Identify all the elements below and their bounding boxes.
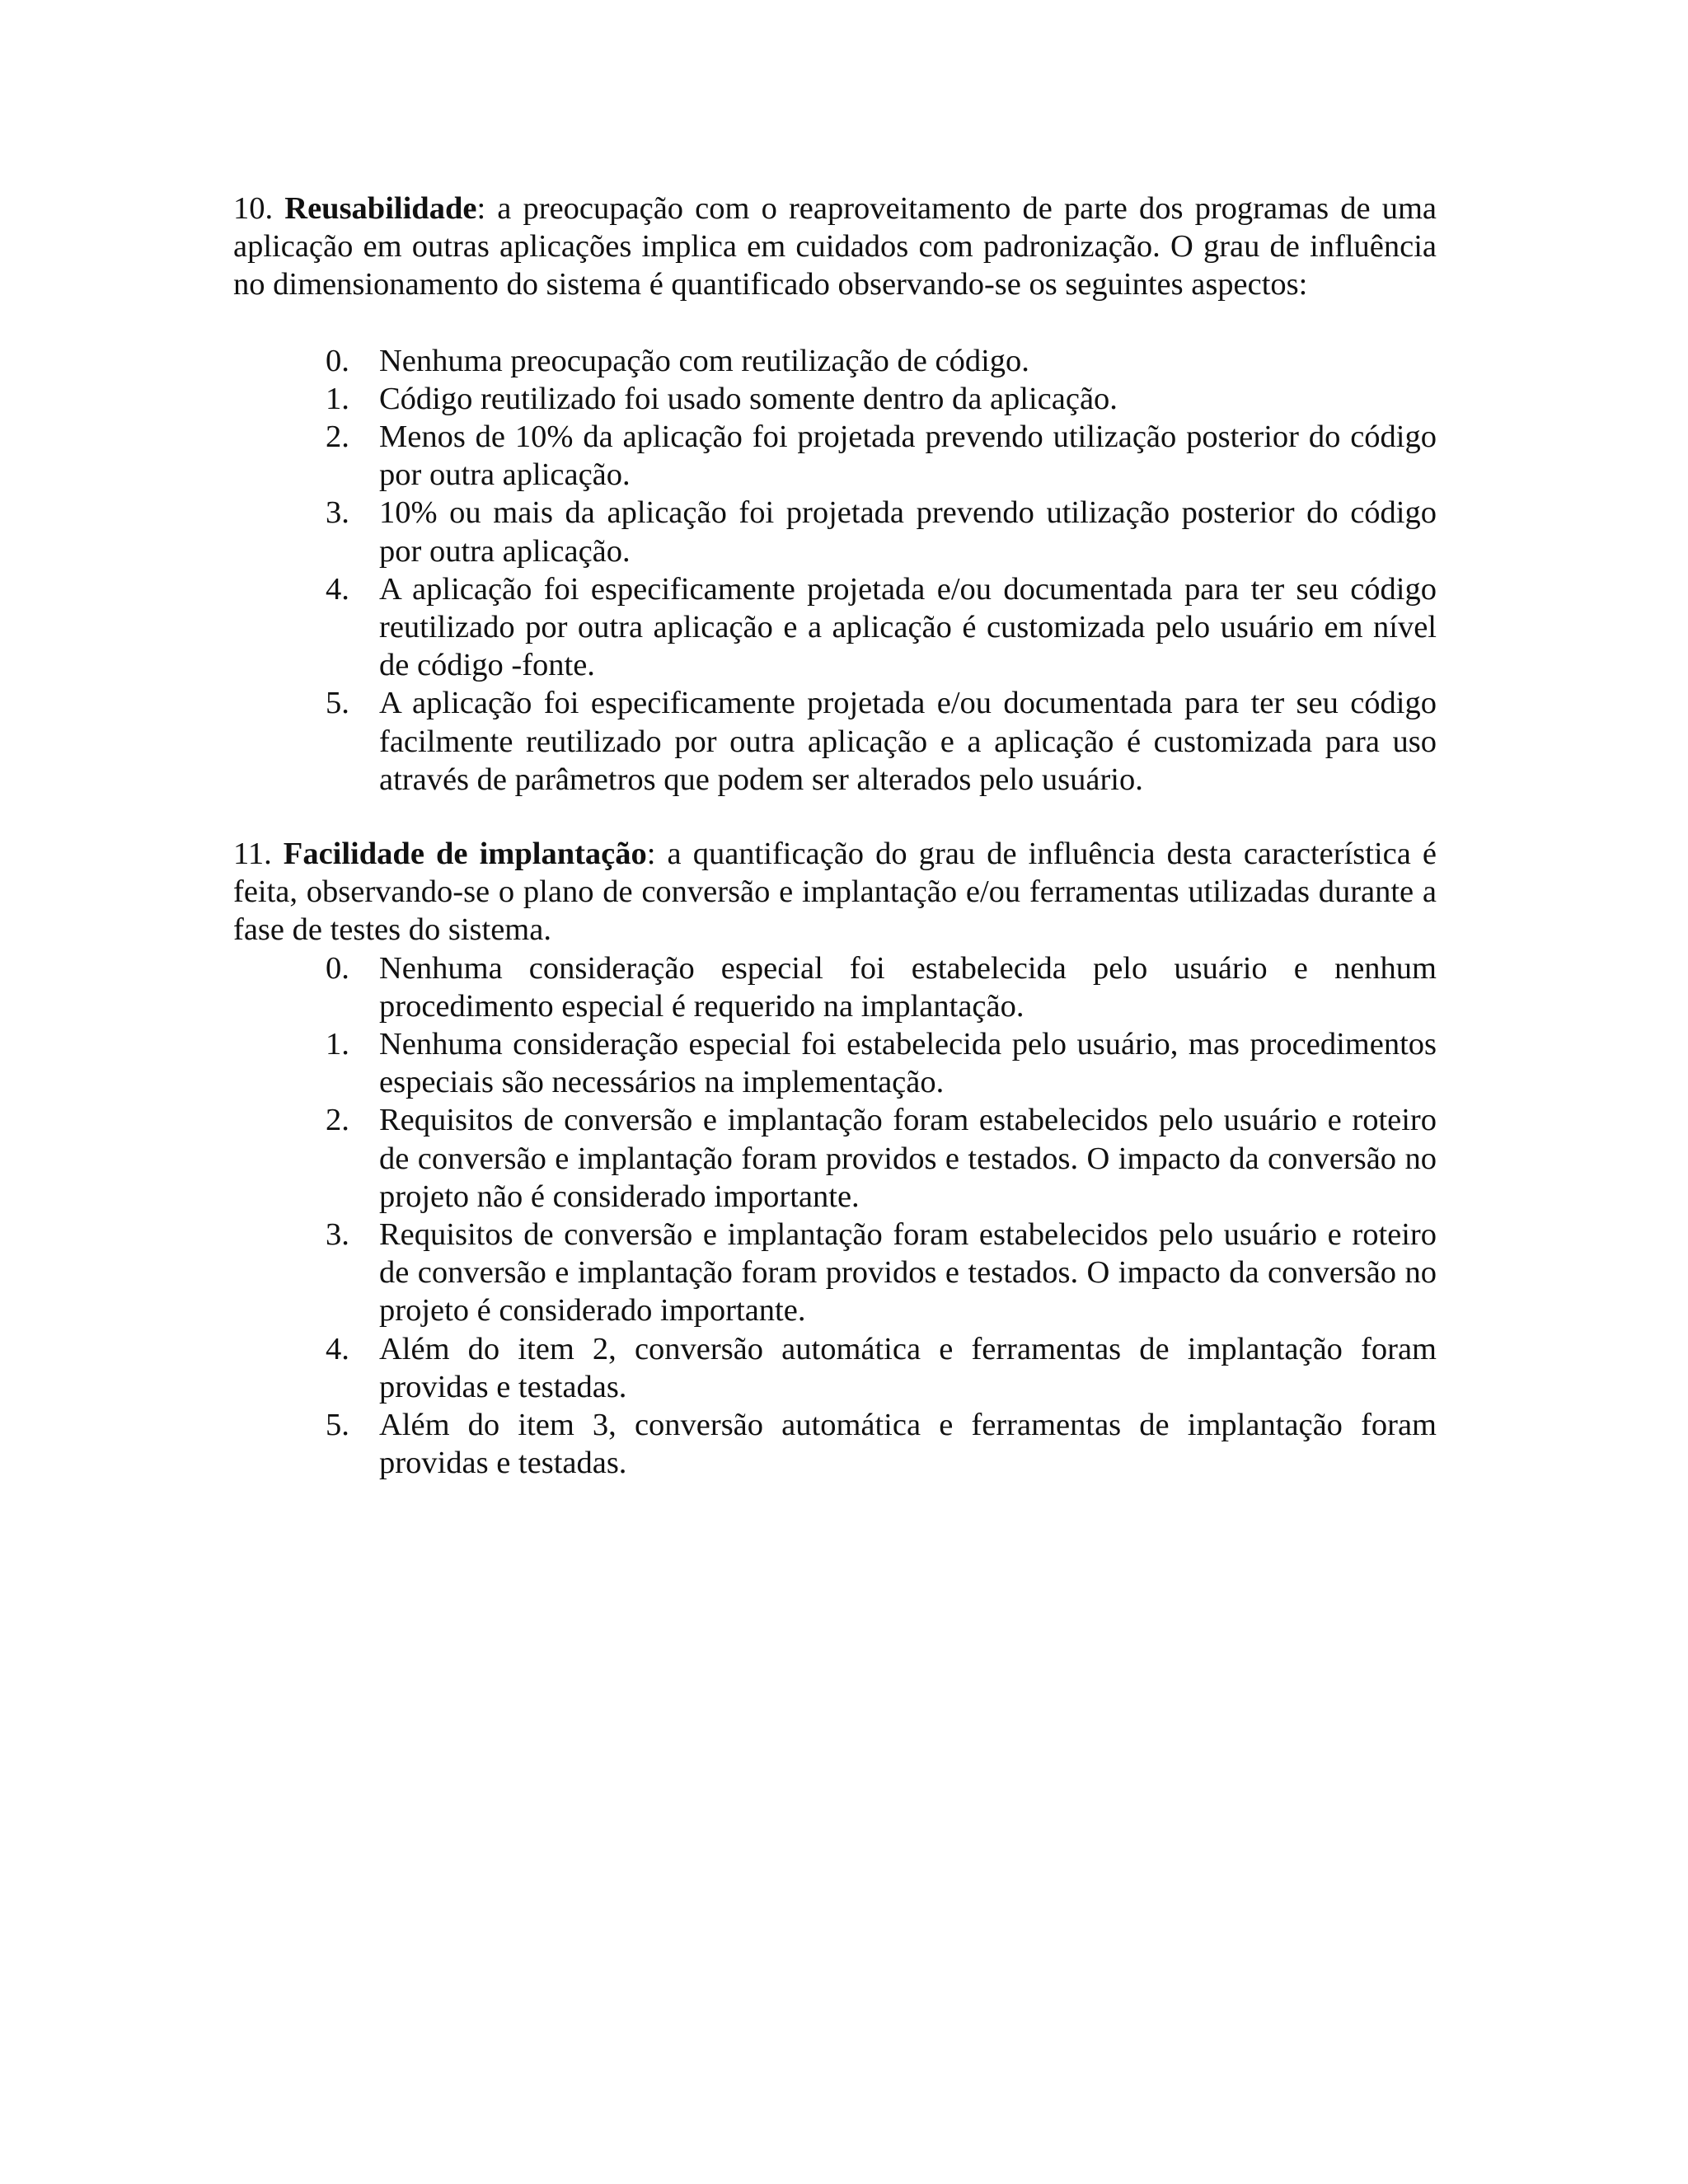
section-11-title: Facilidade de implantação (283, 837, 647, 872)
list-item-number: 3. (326, 495, 349, 531)
list-item (233, 570, 1437, 685)
list-item-text: Além do item 3, conversão automática e ferramentas de implantação foram providas e testadas. (379, 1408, 1437, 1481)
section-10-list (233, 342, 1437, 799)
list-item-text: Nenhuma preocupação com reutilização de código. (379, 343, 1029, 378)
section-11-number: 11. (233, 837, 272, 872)
list-item-text: Menos de 10% da aplicação foi projetada prevendo utilização posterior do código por outra aplicação. (379, 419, 1437, 493)
list-item-number: 5. (326, 1408, 349, 1443)
list-item-number: 0. (326, 343, 349, 378)
spacer (233, 799, 1437, 835)
list-item-number: 4. (326, 571, 349, 607)
list-item-text: Nenhuma consideração especial foi estabelecida pelo usuário e nenhum procedimento especial é requerido na implantação. (379, 950, 1437, 1024)
list-item (233, 1330, 1437, 1406)
list-item-text: Código reutilizado foi usado somente dentro da aplicação. (379, 381, 1118, 416)
list-item (233, 1216, 1437, 1330)
list-item (233, 1406, 1437, 1482)
list-item-text: 10% ou mais da aplicação foi projetada prevendo utilização posterior do código por outra aplicação. (379, 495, 1437, 569)
list-item-number: 4. (326, 1331, 349, 1366)
section-11-list (233, 949, 1437, 1483)
list-item-text: A aplicação foi especificamente projetada e/ou documentada para ter seu código reutilizado por outra aplicação e a aplicação é customizada pelo usuário em nível de código -fonte. (379, 571, 1437, 683)
section-11-intro (233, 835, 1437, 949)
section-11-text: : a quantificação do grau de influência desta característica é feita, observando-se o plano de conversão e implantação e/ou ferramentas utilizadas durante a fase de testes do sistema. (233, 837, 1437, 948)
list-item-text: Requisitos de conversão e implantação foram estabelecidos pelo usuário e roteiro de conversão e implantação foram providos e testados. O impacto da conversão no projeto não é considerado importante. (379, 1103, 1437, 1214)
list-item-text: Requisitos de conversão e implantação foram estabelecidos pelo usuário e roteiro de conversão e implantação foram providos e testados. O impacto da conversão no projeto é considerado importante. (379, 1217, 1437, 1329)
list-item-number: 0. (326, 950, 349, 986)
section-10-intro (233, 190, 1437, 304)
section-10-text: : a preocupação com o reaproveitamento de parte dos programas de uma aplicação em outras aplicações implica em cuidados com padronização. O grau de influência no dimensionamento do sistema é quantificado observando-se os seguintes aspectos: (233, 191, 1437, 302)
list-item-number: 5. (326, 686, 349, 721)
list-item (233, 684, 1437, 799)
section-10-number: 10. (233, 191, 274, 226)
section-10-title: Reusabilidade (284, 191, 477, 226)
list-item (233, 949, 1437, 1025)
list-item-text: A aplicação foi especificamente projetada e/ou documentada para ter seu código facilmente reutilizado por outra aplicação e a aplicação é customizada para uso através de parâmetros que podem ser alterados pelo usuário. (379, 686, 1437, 797)
list-item-number: 1. (326, 381, 349, 416)
list-item-number: 2. (326, 419, 349, 455)
list-item-number: 1. (326, 1027, 349, 1062)
list-item (233, 494, 1437, 569)
list-item (233, 1101, 1437, 1216)
list-item (233, 1025, 1437, 1101)
list-item (233, 380, 1437, 418)
list-item-number: 3. (326, 1217, 349, 1253)
list-item (233, 342, 1437, 380)
spacer (233, 304, 1437, 342)
list-item-text: Nenhuma consideração especial foi estabelecida pelo usuário, mas procedimentos especiais são necessários na implementação. (379, 1027, 1437, 1100)
list-item-number: 2. (326, 1103, 349, 1138)
list-item (233, 418, 1437, 494)
list-item-text: Além do item 2, conversão automática e ferramentas de implantação foram providas e testadas. (379, 1331, 1437, 1404)
document-page (233, 190, 1437, 1483)
